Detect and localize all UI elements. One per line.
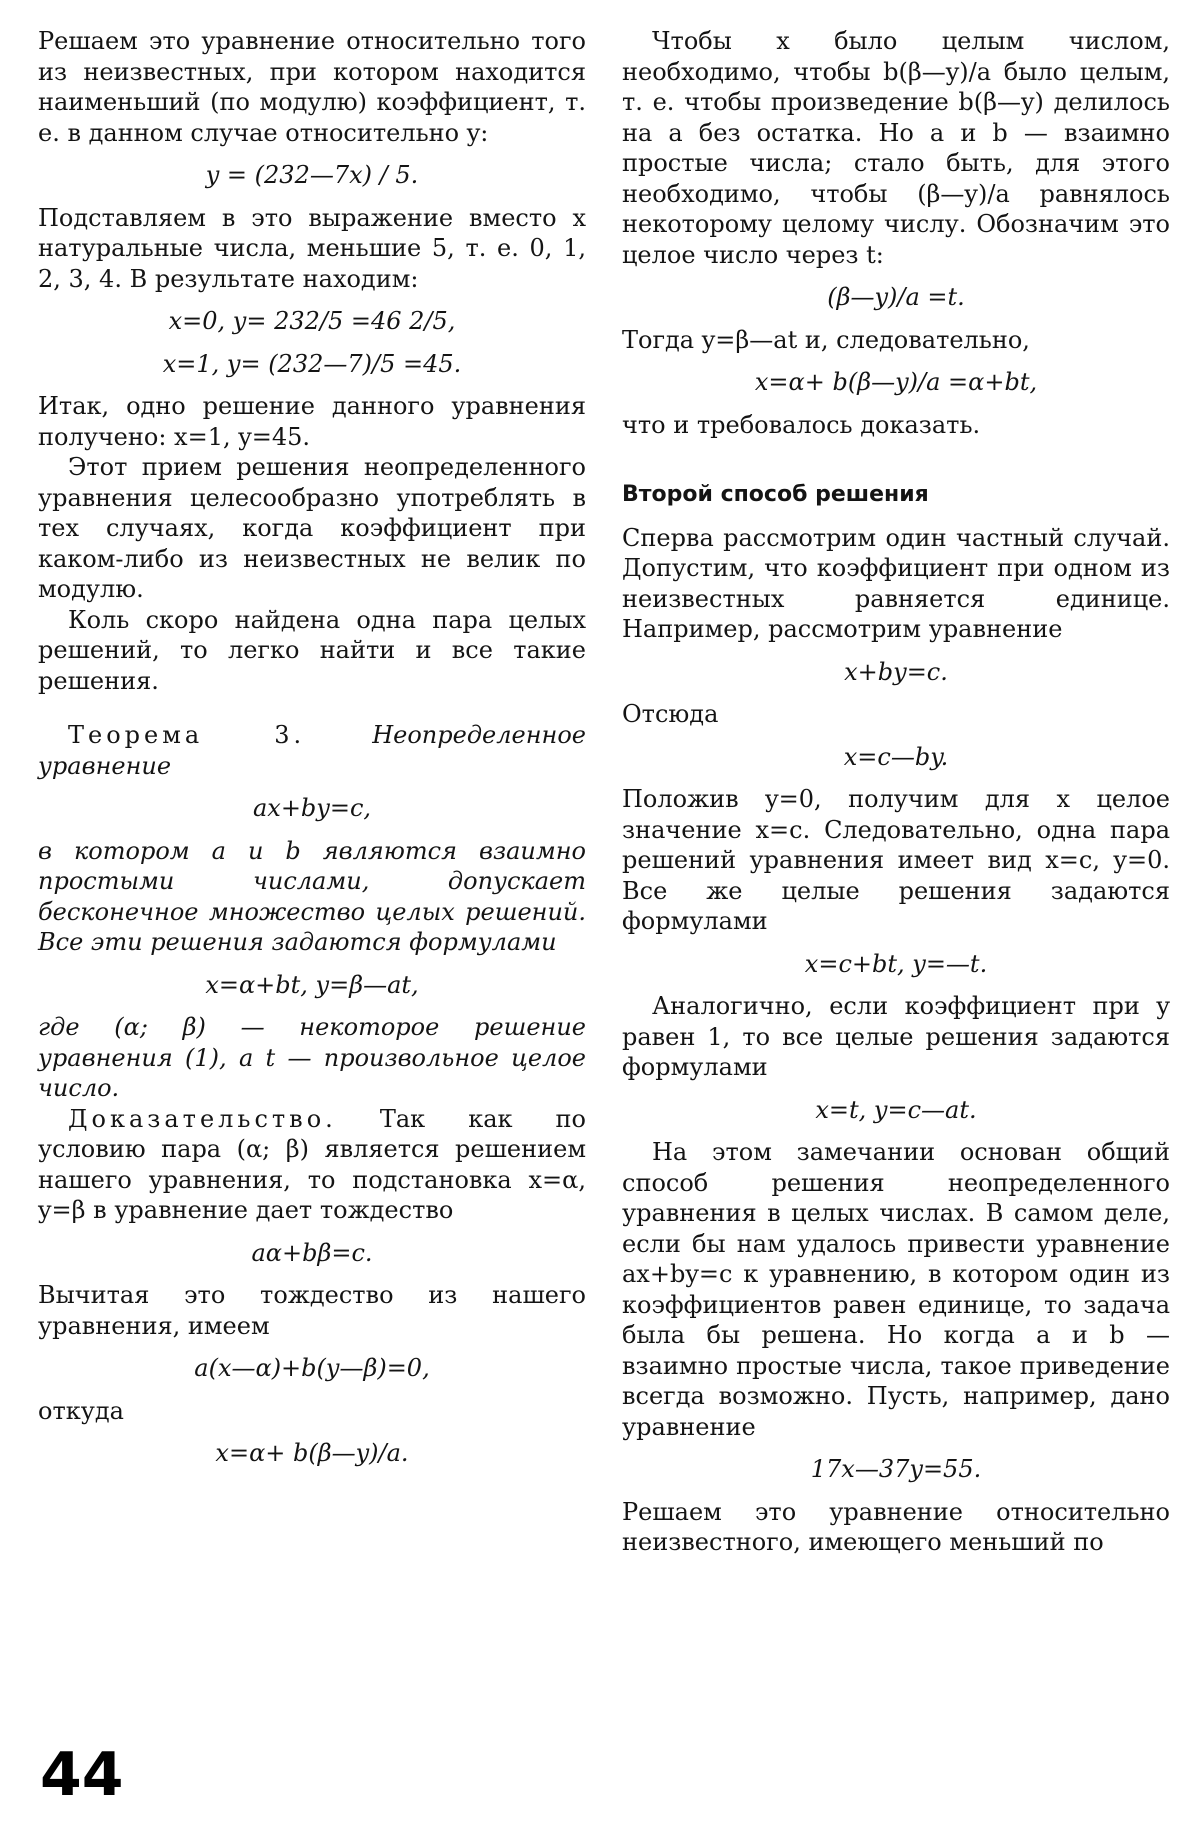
paragraph: что и требовалось доказать.: [622, 410, 981, 439]
page-number: 44: [40, 1740, 124, 1810]
paragraph: Решаем это уравнение относительно неизвестного, имеющего меньший по: [622, 1497, 1170, 1556]
paragraph: Сперва рассмотрим один частный случай. Допустим, что коэффициент при одном из неизвестных равняется единице. Например, рассмотрим уравнение: [622, 523, 1170, 643]
right-column: [622, 26, 1170, 1558]
equation: x=c+bt, y=—t.: [804, 949, 988, 978]
equation: x=0, y= 232/5 =46 2/5,: [168, 307, 456, 335]
equation: x=t, y=c—at.: [815, 1095, 977, 1124]
paragraph: Чтобы x было целым числом, необходимо, чтобы b(β—y)/a было целым, т. е. чтобы произведение b(β—y) делилось на a без остатка. Но a и b — взаимно простые числа; стало быть, для этого необходимо, чтобы (β—y)/a равнялось некоторому целому числу. Обозначим это целое число через t:: [622, 27, 1170, 269]
paragraph: Положив y=0, получим для x целое значение x=c. Следовательно, одна пара решений уравнения имеет вид x=c, y=0. Все же целые решения задаются формулами: [622, 785, 1170, 935]
section-heading: Второй способ решения: [622, 482, 929, 507]
paragraph: Коль скоро найдена одна пара целых решений, то легко найти и все такие решения.: [38, 605, 586, 695]
paragraph: Итак, одно решение данного уравнения получено: x=1, y=45.: [38, 392, 586, 451]
equation: 17x—37y=55.: [810, 1455, 982, 1483]
paragraph: Этот прием решения неопределенного уравнения целесообразно употреблять в тех случаях, когда коэффициент при каком-либо из неизвестных не велик по модулю.: [38, 453, 586, 603]
equation: (β—y)/a =t.: [827, 283, 965, 311]
equation: x+by=c.: [844, 657, 948, 686]
equation: x=α+ b(β—y)/a.: [215, 1439, 409, 1467]
proof-label: Доказательство.: [68, 1104, 337, 1133]
equation: x=1, y= (232—7)/5 =45.: [162, 349, 462, 378]
theorem-text: в котором a и b являются взаимно простыми числами, допускает бесконечное множество целых решений. Все эти решения задаются формулами: [38, 836, 586, 956]
theorem-text: Неопределенное уравнение: [38, 721, 586, 780]
left-column: [38, 26, 586, 1481]
equation: x=α+bt, y=β—at,: [205, 970, 419, 999]
equation: x=α+ b(β—y)/a =α+bt,: [754, 368, 1038, 396]
theorem-text: где (α; β) — некоторое решение уравнения (1), а t — произвольное целое число.: [38, 1013, 586, 1102]
equation: ax+by=c,: [252, 794, 372, 822]
proof-text: Так как по условию пара (α; β) является решением нашего уравнения, то подстановка x=α, y=β в уравнение дает тождество: [38, 1104, 586, 1224]
proof: [38, 1104, 586, 1226]
equation: aα+bβ=c.: [251, 1238, 373, 1267]
paragraph: Отсюда: [622, 700, 719, 728]
paragraph: откуда: [38, 1396, 124, 1425]
paragraph: Аналогично, если коэффициент при y равен 1, то все целые решения задаются формулами: [622, 992, 1170, 1081]
equation: x=c—by.: [843, 742, 949, 771]
equation: y = (232—7x) / 5.: [205, 161, 419, 189]
paragraph: Подставляем в это выражение вместо x натуральные числа, меньшие 5, т. е. 0, 1, 2, 3, 4. В результате находим:: [38, 203, 586, 293]
theorem-label: Теорема 3.: [68, 721, 306, 749]
equation: a(x—α)+b(y—β)=0,: [194, 1354, 430, 1382]
paragraph: На этом замечании основан общий способ решения неопределенного уравнения в целых числах. В самом деле, если бы нам удалось привести уравнение ax+by=c к уравнению, в котором один из коэффициентов равен единице, то задача была бы решена. Но когда a и b — взаимно простые числа, такое приведение всегда возможно. Пусть, например, дано уравнение: [622, 1138, 1170, 1441]
paragraph: Решаем это уравнение относительно того из неизвестных, при котором находится наименьший (по модулю) коэффициент, т. е. в данном случае относительно y:: [38, 27, 586, 147]
paragraph: Тогда y=β—at и, следовательно,: [622, 325, 1030, 354]
paragraph: Вычитая это тождество из нашего уравнения, имеем: [38, 1281, 586, 1340]
theorem-statement: [38, 720, 586, 781]
